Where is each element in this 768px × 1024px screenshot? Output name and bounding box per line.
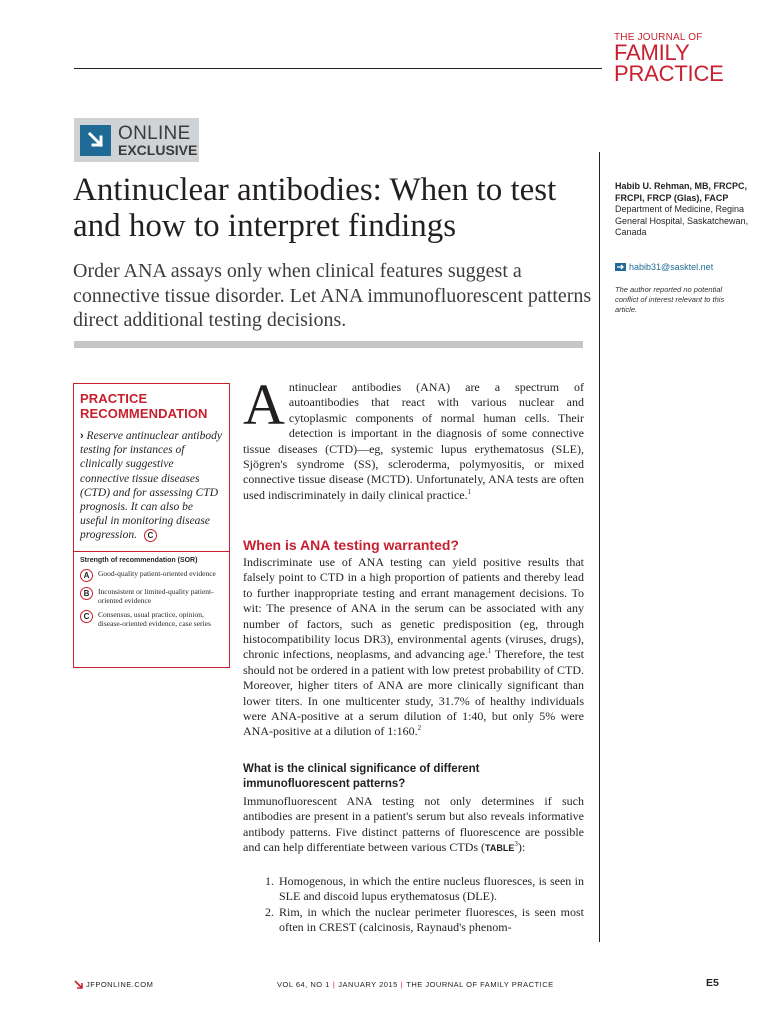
chevron-right-icon: › [80, 430, 84, 442]
section1-text-a: Indiscriminate use of ANA testing can yield positive results that falsely point to CTD in a high proportion of patients and thereby lead to further inappropriate testing and errant management decisions. To wit: The presence of ANA in the serum can be associated with any number of factors, such as genetic predisposition (eg, through histocompatibility locus DR3), environmental agents (viruses, drugs), chronic infections, neoplasms, and advancing age. [243, 555, 584, 662]
online-exclusive-badge [74, 118, 199, 162]
footer-site[interactable] [74, 980, 153, 989]
sor-item-a [80, 569, 223, 582]
journal-logo-line1: THE JOURNAL OF [614, 32, 703, 43]
list-number: 2. [265, 904, 274, 919]
grade-badge: C [144, 529, 157, 542]
drop-cap: A [243, 372, 285, 437]
section-heading-testing-warranted: When is ANA testing warranted? [243, 537, 459, 553]
list-item [243, 905, 584, 936]
practice-recommendation-box [73, 383, 230, 668]
table-link[interactable]: TABLE [485, 843, 515, 854]
sor-title: Strength of recommendation (SOR) [80, 556, 198, 564]
footer-site-text: JFPONLINE.COM [86, 980, 154, 989]
list-text: Rim, in which the nuclear perimeter fluoresces, is seen most often in CREST (calcinosis, Raynaud's phenom- [279, 904, 584, 935]
reference-marker: 3 [514, 840, 518, 849]
intro-paragraph [243, 372, 584, 503]
badge-word-online: ONLINE [118, 122, 191, 144]
sor-text: Inconsistent or limited-quality patient-oriented evidence [98, 586, 214, 605]
list-item [243, 874, 584, 905]
deck-divider-bar [74, 341, 583, 348]
email-arrow-icon [615, 263, 626, 271]
list-number: 1. [265, 874, 274, 888]
section2-text-b: ): [517, 840, 526, 855]
section-heading-clinical-significance: What is the clinical significance of different immunofluorescent patterns? [243, 763, 480, 790]
author-email: habib31@sasktel.net [629, 262, 714, 272]
reference-marker: 1 [487, 647, 492, 656]
journal-logo [614, 33, 724, 85]
practice-recommendation-title: PRACTICE RECOMMENDATION [80, 391, 208, 421]
journal-logo-line2: FAMILY [614, 40, 690, 65]
author-name: Habib U. Rehman, MB, FRCPC, FRCPI, FRCP (Glas), FACP [615, 181, 748, 203]
author-email-link[interactable] [615, 262, 713, 272]
footer-journal: THE JOURNAL OF FAMILY PRACTICE [406, 980, 554, 989]
page-number: E5 [706, 977, 719, 989]
reference-marker: 1 [467, 487, 472, 496]
sor-letter-badge: A [80, 569, 93, 582]
conflict-disclosure: The author reported no potential conflict of interest relevant to this article. [615, 285, 725, 314]
footer-volume: VOL 64, NO 1 [277, 980, 330, 989]
sor-divider [74, 551, 229, 552]
jfp-logo-icon [74, 980, 83, 989]
sor-text: Good-quality patient-oriented evidence [98, 568, 216, 578]
column-divider [599, 152, 600, 942]
practice-recommendation-text [80, 429, 223, 543]
section2-text-a: Immunofluorescent ANA testing not only determines if such antibodies are present in a patient's serum but also reveals informative antibody patterns. Five distinct patterns of fluorescence are possible and can help differentiate between various CTDs ( [243, 794, 584, 855]
sor-item-c [80, 610, 223, 628]
section1-paragraph [243, 555, 584, 740]
top-rule [74, 68, 602, 69]
author-block [615, 181, 755, 239]
arrow-down-right-icon [80, 125, 111, 156]
list-text: Homogenous, in which the entire nucleus fluoresces, is seen in SLE and discoid lupus erythematosus (DLE). [279, 874, 584, 904]
reference-marker: 2 [417, 724, 422, 733]
article-deck: Order ANA assays only when clinical features suggest a connective tissue disorder. Let ANA immunofluorescent patterns direct additional testing decisions. [73, 260, 592, 331]
section1-text-b: Therefore, the test should not be ordered in a patient with low pretest probability of CTD. Moreover, higher titers of ANA are more clinically significant than lower titers. In one multicenter study, 31.7% of healthy individuals were ANA-positive at a serum dilution of 1:40, but only 5% were ANA-positive at a dilution of 1:160. [243, 647, 584, 739]
section2-paragraph [243, 794, 584, 857]
sor-text: Consensus, usual practice, opinion, disease-oriented evidence, case series [98, 609, 211, 628]
author-affiliation: Department of Medicine, Regina General Hospital, Saskatchewan, Canada [615, 204, 749, 237]
sor-item-b [80, 587, 223, 605]
badge-word-exclusive: EXCLUSIVE [118, 141, 198, 158]
footer-issue-info: VOL 64, NO 1 | JANUARY 2015 | THE JOURNAL OF FAMILY PRACTICE [277, 980, 554, 989]
pattern-list [243, 874, 584, 936]
intro-text: ntinuclear antibodies (ANA) are a spectrum of autoantibodies that react with various nuclear and cytoplasmic components of normal human cells. Their detection is important in the diagnosis of some connective tissue diseases (CTD)—eg, systemic lupus erythematosus (SLE), Sjögren's syndrome (SS), scleroderma, polymyositis, or mixed connective tissue disease (MCTD). Unfortunately, ANA tests are often used indiscriminately in daily clinical practice. [243, 380, 584, 502]
journal-logo-line3: PRACTICE [614, 60, 724, 86]
article-title: Antinuclear antibodies: When to test and how to interpret findings [73, 172, 557, 244]
sor-letter-badge: B [80, 587, 93, 600]
sor-letter-badge: C [80, 610, 93, 623]
footer-date: JANUARY 2015 [338, 980, 398, 989]
recommendation-body: Reserve antinuclear antibody testing for instances of clinically suggestive connective tissue diseases (CTD) and for assessing CTD prognosis. It can also be useful in monitoring disease progression. [80, 430, 222, 542]
